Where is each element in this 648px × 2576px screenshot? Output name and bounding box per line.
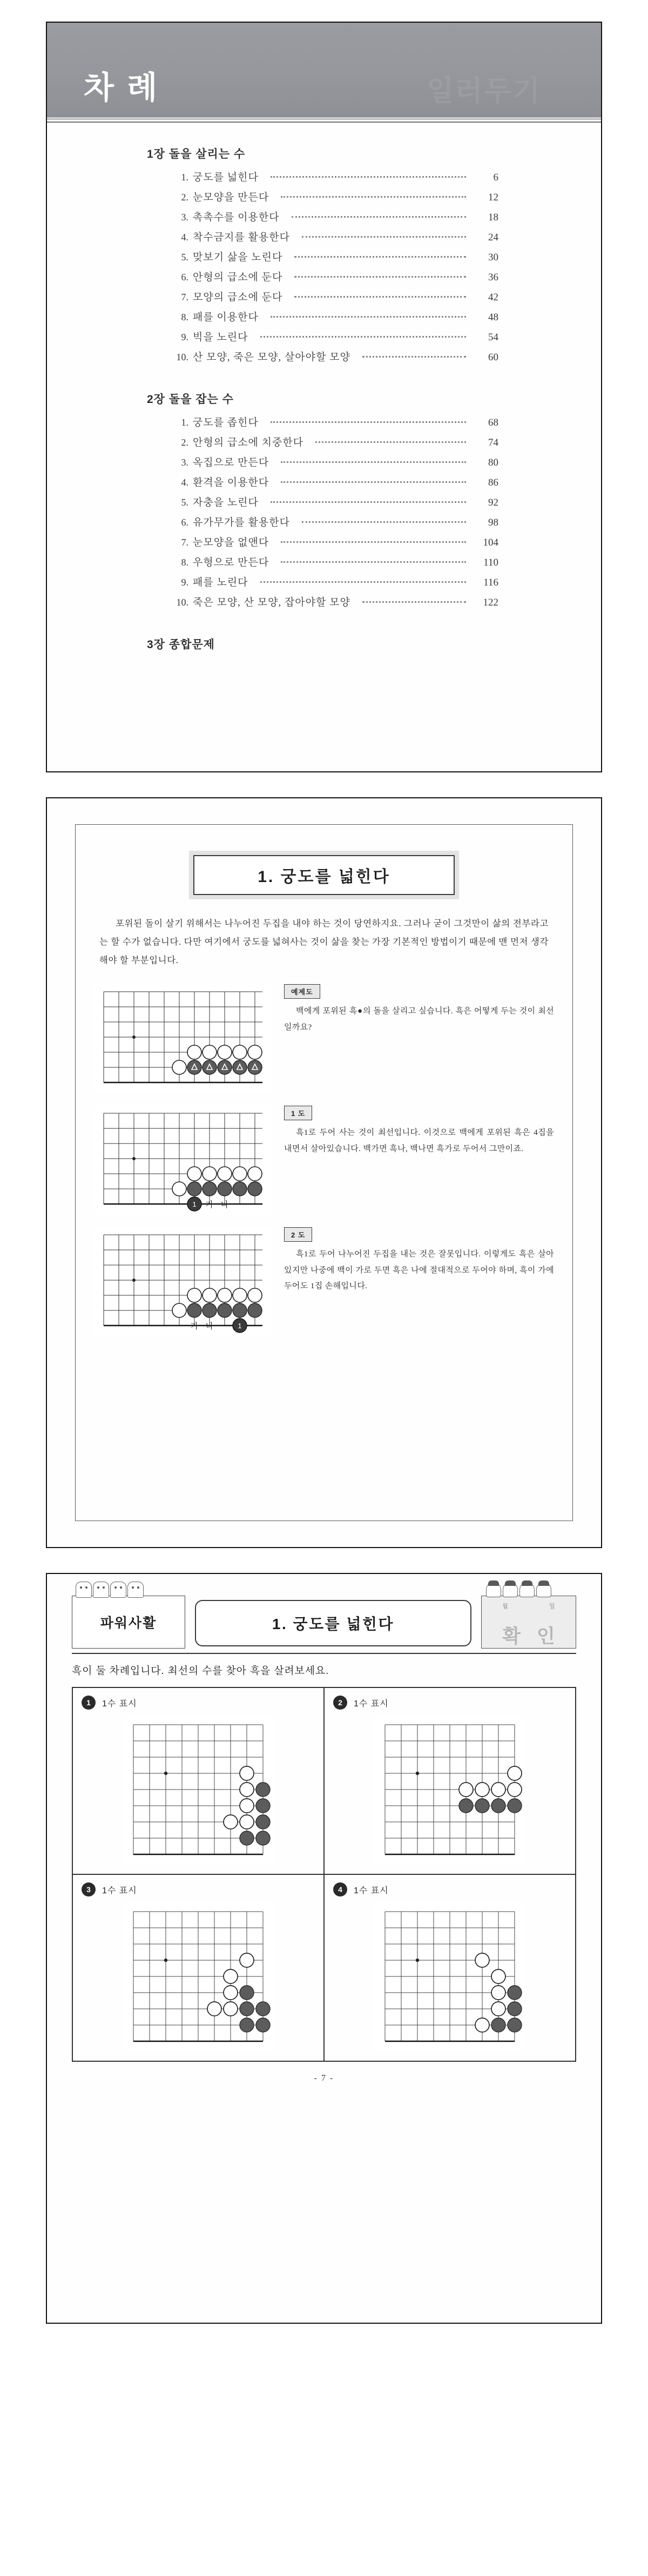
toc-entry-label: 착수금지를 활용한다 [193,232,290,243]
toc-entry-number: 3. [181,212,188,223]
workbook-page [46,1573,602,2324]
cat-icon [76,1582,92,1598]
toc-chapter-heading: 2장 돌을 잡는 수 [147,393,234,406]
stamp-date-labels [482,1602,576,1610]
page-title: 차 례 [84,70,160,105]
svg-text:나: 나 [220,1200,229,1210]
problem-cell[interactable] [324,1687,576,1874]
problem-header [82,1696,137,1710]
toc-entry[interactable] [47,434,601,449]
workbook-title: 1. 궁도를 넓힌다 [195,1600,471,1646]
toc-entry[interactable] [47,269,601,284]
diagram-text-example [284,983,554,1094]
toc-entry-number: 5. [181,497,188,508]
toc-leader-dots [362,601,466,603]
toc-leader-dots [271,176,466,178]
brand-label: 파워사활 [100,1616,157,1631]
toc-leader-dots [271,316,466,318]
problem-number-badge: 3 [82,1882,96,1896]
toc-entry[interactable] [47,169,601,184]
toc-leader-dots [271,501,466,503]
diagram-tag: 예제도 [284,984,320,999]
header-divider [72,1653,576,1654]
toc-entry-label: 패를 이용한다 [193,312,259,323]
toc-entry-label: 모양의 급소에 둔다 [193,292,283,303]
diagram-text-one [284,1105,554,1215]
problem-number-badge: 2 [333,1696,347,1710]
toc-entry-number: 10. [176,597,188,608]
toc-leader-dots [281,541,466,543]
go-board-problem-4[interactable] [374,1902,525,2051]
toc-leader-dots [302,236,466,238]
go-board-problem-4-svg [374,1902,525,2051]
problem-grid [72,1687,576,2062]
toc-entry-page: 36 [488,272,498,283]
go-board-two-svg [94,1226,272,1337]
stamp-confirm-label: 확인 [502,1626,571,1647]
problem-label: 1수 표시 [102,1699,137,1709]
problem-label: 1수 표시 [354,1699,389,1709]
diagram-row-example [94,983,554,1094]
toc-entry-label: 눈모양을 만든다 [193,192,269,203]
toc-entry-page: 86 [488,477,498,488]
toc-entry-page: 80 [488,457,498,468]
go-board-one [94,1105,272,1215]
toc-entry[interactable] [47,474,601,489]
svg-text:1: 1 [192,1200,197,1209]
toc-entry[interactable] [47,329,601,344]
toc-entry-label: 안형의 급소에 치중한다 [193,437,304,448]
toc-entry-page: 12 [488,192,498,203]
toc-entry-page: 60 [488,352,498,363]
toc-entry-page: 104 [483,537,498,548]
table-of-contents-page [46,22,602,772]
diagram-body: 흑1로 두어 나누어진 두집을 내는 것은 잘못입니다. 이렇게도 흑은 살아 있지만 나중에 백이 가로 두면 흑은 나에 절대적으로 두어야 하며, 흑이 가에 두어도 1집 손해입니다. [284,1250,554,1290]
stamp-month-label: 월 [502,1603,508,1610]
lesson-title-plate [189,851,459,899]
toc-entry-label: 안형의 급소에 둔다 [193,272,283,283]
toc-leader-dots [362,356,466,358]
svg-text:가: 가 [205,1200,214,1210]
problem-header [82,1882,137,1896]
toc-entry-number: 9. [181,332,188,342]
workbook-header [72,1596,576,1649]
toc-entry-label: 죽은 모양, 산 모양, 잡아야할 모양 [193,597,350,608]
toc-entry-number: 9. [181,577,188,588]
diagram-body: 흑1로 두어 사는 것이 최선입니다. 이것으로 백에게 포위된 흑은 4집을 내면서 살아있습니다. 백가면 흑나, 백나면 흑가로 두어서 그만이죠. [284,1128,554,1153]
toc-leader-dots [292,216,466,218]
cat-icon [110,1582,126,1598]
toc-entry-label: 자충을 노린다 [193,497,259,508]
toc-entry-label: 맞보기 삶을 노린다 [193,252,283,263]
toc-entry-number: 7. [181,537,188,548]
toc-entry[interactable] [47,534,601,549]
toc-entry[interactable] [47,229,601,244]
toc-leader-dots [294,296,466,298]
diagram-row-one [94,1105,554,1215]
banner-underline [47,119,601,123]
go-board-example [94,983,272,1094]
problem-label: 1수 표시 [354,1886,389,1895]
svg-text:1: 1 [238,1322,242,1330]
toc-entry-page: 92 [488,497,498,508]
svg-text:나: 나 [205,1322,214,1331]
toc-entry[interactable] [47,309,601,324]
toc-entry-label: 빅을 노린다 [193,332,248,343]
toc-entry-number: 10. [176,352,188,362]
toc-entry-page: 98 [488,517,498,528]
toc-entry-page: 42 [488,292,498,303]
toc-entry-number: 7. [181,292,188,302]
toc-entry[interactable] [47,249,601,264]
problem-cell[interactable] [324,1874,576,2061]
toc-entry-label: 눈모양을 없앤다 [193,537,269,548]
toc-leader-dots [281,196,466,198]
cat-icon [536,1582,551,1597]
cat-icon [93,1582,109,1598]
toc-entry-label: 촉촉수를 이용한다 [193,212,280,223]
toc-leader-dots [302,521,466,523]
problem-cell[interactable] [72,1874,324,2061]
toc-entry[interactable] [47,554,601,569]
toc-chapter-list [47,145,601,652]
banner-watermark: 일러두기 [427,76,542,107]
toc-entry-number: 1. [181,417,188,428]
toc-leader-dots [260,336,466,338]
toc-entry-number: 6. [181,272,188,283]
go-board-problem-2-svg [374,1715,525,1864]
toc-entry-number: 2. [181,192,188,203]
toc-entry-page: 18 [488,212,498,223]
toc-entry-page: 116 [483,577,498,588]
diagram-tag: 2 도 [284,1227,312,1242]
go-board-problem-1[interactable] [123,1715,274,1864]
go-board-two [94,1226,272,1337]
go-board-problem-3[interactable] [123,1902,274,2051]
toc-leader-dots [281,561,466,563]
toc-entry-number: 4. [181,232,188,243]
toc-entry-label: 패를 노린다 [193,577,248,588]
confirm-stamp-box [481,1596,576,1649]
toc-entry-number: 1. [181,172,188,183]
diagram-tag: 1 도 [284,1106,312,1120]
toc-entry-label: 궁도를 넓힌다 [193,172,259,183]
toc-entry[interactable] [47,209,601,224]
toc-entry[interactable] [47,349,601,364]
toc-entry-page: 74 [488,437,498,448]
toc-entry-number: 2. [181,437,188,448]
toc-entry-label: 옥집으로 만든다 [193,457,269,468]
problem-cell[interactable] [72,1687,324,1874]
toc-banner [47,23,601,119]
toc-entry-label: 산 모양, 죽은 모양, 살아야할 모양 [193,352,350,363]
lesson-frame [75,824,573,1521]
toc-leader-dots [281,481,466,483]
toc-entry[interactable] [47,514,601,529]
toc-chapter-heading: 1장 돌을 살리는 수 [147,148,246,160]
toc-entry-page: 48 [488,312,498,323]
brand-plate [72,1596,185,1649]
cat-icon [486,1582,501,1597]
stamp-cat-mascots-icon [486,1582,551,1597]
toc-entry-number: 8. [181,557,188,568]
toc-leader-dots [315,441,466,443]
toc-entry-list [47,169,601,364]
diagram-text-two [284,1226,554,1337]
toc-entry[interactable] [47,414,601,429]
toc-entry-page: 24 [488,232,498,243]
problem-number-badge: 1 [82,1696,96,1710]
go-board-problem-2[interactable] [374,1715,525,1864]
toc-entry-number: 5. [181,252,188,263]
go-board-problem-1-svg [123,1715,274,1864]
toc-leader-dots [281,461,466,463]
toc-entry[interactable] [47,574,601,589]
cat-icon [519,1582,535,1597]
svg-text:가: 가 [190,1322,199,1331]
toc-entry-label: 궁도를 좁힌다 [193,417,259,428]
diagram-body: 백에게 포위된 흑●의 돌을 살리고 싶습니다. 흑은 어떻게 두는 것이 최선일까요? [284,1007,554,1032]
toc-leader-dots [294,256,466,258]
toc-leader-dots [271,421,466,423]
problem-header [333,1696,389,1710]
cat-icon [127,1582,144,1598]
lesson-intro-text: 포위된 돌이 살기 위해서는 나누어진 두집을 내야 하는 것이 당연하지요. 그러나 굳이 그것만이 삶의 전부라고는 할 수가 없습니다. 다만 여기에서 궁도를 넓혀사는 것이 삶을 찾는 가장 기본적인 방법이기 때문에 맨 먼저 생각해야 할 부분입니다. [99,918,549,965]
toc-leader-dots [294,276,466,278]
lesson-page [46,797,602,1548]
toc-entry-page: 122 [483,597,498,608]
toc-entry[interactable] [47,494,601,509]
toc-entry[interactable] [47,289,601,304]
toc-entry-list [47,414,601,609]
page-number: - 7 - [314,2074,334,2083]
problem-header [333,1882,389,1896]
toc-body [47,123,601,652]
workbook-instruction: 흑이 둘 차례입니다. 최선의 수를 찾아 흑을 살려보세요. [72,1665,329,1677]
toc-entry[interactable] [47,594,601,609]
toc-entry-page: 54 [488,332,498,343]
toc-entry-number: 4. [181,477,188,488]
cat-mascots-icon [76,1582,144,1598]
toc-leader-dots [260,581,466,583]
toc-entry-number: 6. [181,517,188,528]
toc-entry-label: 우형으로 만든다 [193,557,269,568]
go-board-example-svg [94,983,272,1094]
toc-entry-label: 유가무가를 활용한다 [193,517,290,528]
cat-icon [503,1582,518,1597]
go-board-one-svg [94,1105,272,1215]
go-board-problem-3-svg [123,1902,274,2051]
problem-label: 1수 표시 [102,1886,137,1895]
toc-entry-page: 6 [493,172,498,183]
lesson-title: 1. 궁도를 넓힌다 [193,855,455,895]
diagram-row-two [94,1226,554,1337]
toc-entry-page: 68 [488,417,498,428]
toc-entry-page: 110 [483,557,498,568]
stamp-day-label: 일 [549,1603,555,1610]
toc-entry-number: 8. [181,312,188,322]
toc-entry-label: 환격을 이용한다 [193,477,269,488]
toc-chapter-heading: 3장 종합문제 [147,638,215,651]
toc-entry[interactable] [47,189,601,204]
toc-entry[interactable] [47,454,601,469]
toc-entry-page: 30 [488,252,498,263]
problem-number-badge: 4 [333,1882,347,1896]
toc-entry-number: 3. [181,457,188,468]
workbook-frame [47,1574,601,2083]
